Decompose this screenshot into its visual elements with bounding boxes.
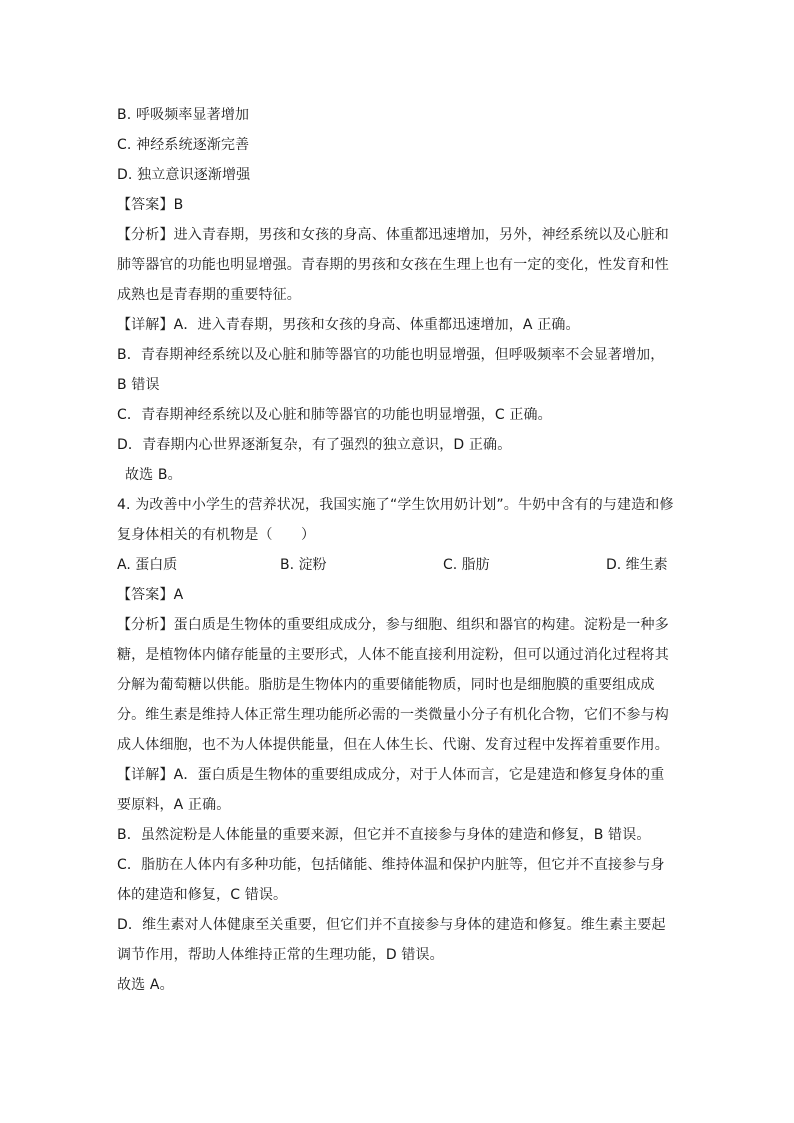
q4-option-a: A. 蛋白质 xyxy=(117,557,178,573)
q4-detail-line: 体的建造和修复，C 错误。 xyxy=(117,887,288,903)
q4-detail-line: 要原料，A 正确。 xyxy=(117,797,231,813)
q3-analysis-line: 【分析】进入青春期，男孩和女孩的身高、体重都迅速增加，另外，神经系统以及心脏和 xyxy=(117,227,669,243)
q4-analysis-line: 糖，是植物体内储存能量的主要形式，人体不能直接利用淀粉，但可以通过消化过程将其 xyxy=(117,647,669,663)
q3-detail-line: 【详解】A．进入青春期，男孩和女孩的身高、体重都迅速增加，A 正确。 xyxy=(117,317,580,333)
q4-conclusion: 故选 A。 xyxy=(117,977,174,993)
q3-option-b: B. 呼吸频率显著增加 xyxy=(117,107,250,123)
q4-option-b: B. 淀粉 xyxy=(280,557,327,573)
q4-analysis-line: 成人体细胞，也不为人体提供能量，但在人体生长、代谢、发育过程中发挥着重要作用。 xyxy=(117,737,669,753)
q4-analysis-line: 分。维生素是维持人体正常生理功能所必需的一类微量小分子有机化合物，它们不参与构 xyxy=(117,707,669,723)
q4-options xyxy=(117,550,677,580)
q4-option-c: C. 脂肪 xyxy=(443,557,490,573)
q3-conclusion: 故选 B。 xyxy=(125,467,182,483)
q4-stem-line: 复身体相关的有机物是（ ） xyxy=(117,527,316,543)
document-page xyxy=(117,100,677,1000)
q4-stem-line: 4. 为改善中小学生的营养状况，我国实施了“学生饮用奶计划”。牛奶中含有的与建造和修 xyxy=(117,497,674,513)
q3-answer: 【答案】B xyxy=(117,197,184,213)
q3-detail-line: B．青春期神经系统以及心脏和肺等器官的功能也明显增强，但呼吸频率不会显著增加， xyxy=(117,347,665,363)
q3-analysis-line: 成熟也是青春期的重要特征。 xyxy=(117,287,301,303)
q4-option-d: D. 维生素 xyxy=(606,557,668,573)
q3-analysis-line: 肺等器官的功能也明显增强。青春期的男孩和女孩在生理上也有一定的变化，性发育和性 xyxy=(117,257,669,273)
q4-answer: 【答案】A xyxy=(117,587,184,603)
q4-detail-line: C．脂肪在人体内有多种功能，包括储能、维持体温和保护内脏等，但它并不直接参与身 xyxy=(117,857,665,873)
q4-detail-line: D．维生素对人体健康至关重要，但它们并不直接参与身体的建造和修复。维生素主要起 xyxy=(117,917,666,933)
q3-option-c: C. 神经系统逐渐完善 xyxy=(117,137,250,153)
q4-analysis-line: 【分析】蛋白质是生物体的重要组成成分，参与细胞、组织和器官的构建。淀粉是一种多 xyxy=(117,617,669,633)
q4-detail-line: 【详解】A．蛋白质是生物体的重要组成成分，对于人体而言，它是建造和修复身体的重 xyxy=(117,767,665,783)
q3-detail-line: D．青春期内心世界逐渐复杂，有了强烈的独立意识，D 正确。 xyxy=(117,437,512,453)
q4-detail-line: 调节作用，帮助人体维持正常的生理功能，D 错误。 xyxy=(117,947,444,963)
q3-option-d: D. 独立意识逐渐增强 xyxy=(117,167,251,183)
q3-detail-line: B 错误 xyxy=(117,377,160,393)
q4-detail-line: B．虽然淀粉是人体能量的重要来源，但它并不直接参与身体的建造和修复，B 错误。 xyxy=(117,827,651,843)
q3-detail-line: C．青春期神经系统以及心脏和肺等器官的功能也明显增强，C 正确。 xyxy=(117,407,552,423)
q4-analysis-line: 分解为葡萄糖以供能。脂肪是生物体内的重要储能物质，同时也是细胞膜的重要组成成 xyxy=(117,677,655,693)
